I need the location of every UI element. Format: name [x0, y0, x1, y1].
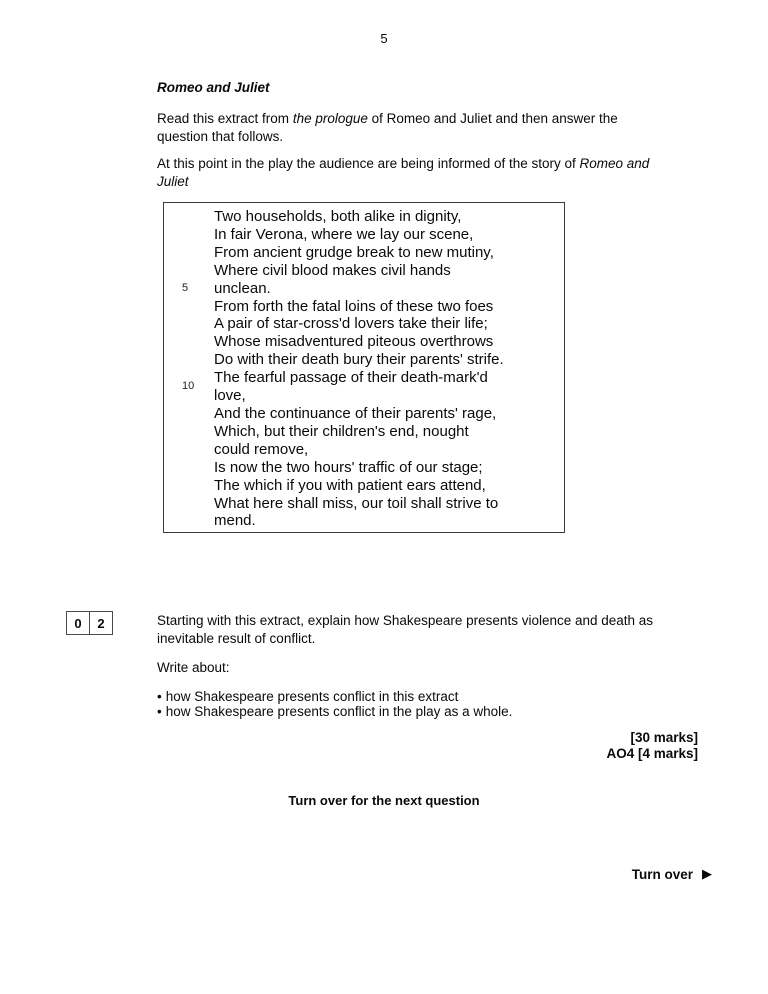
poem-line: Which, but their children's end, nought: [214, 422, 469, 440]
page-number: 5: [380, 31, 388, 46]
poem-line: 5 unclean.: [182, 279, 271, 297]
question-prompt-line-1: Starting with this extract, explain how Shakespeare presents violence and death as: [157, 613, 654, 628]
turn-over-label: Turn over: [631, 867, 693, 882]
poem-line: In fair Verona, where we lay our scene,: [214, 225, 474, 243]
line-number: 10: [182, 380, 195, 393]
turn-over-next-question-note: Turn over for the next question: [288, 793, 480, 808]
question-number-cell: 0: [66, 611, 90, 635]
ao-marks: AO4 [4 marks]: [606, 745, 698, 761]
section-title: Romeo and Juliet: [157, 80, 270, 95]
poem-line: Two households, both alike in dignity,: [214, 208, 462, 225]
intro-paragraph-2-line-1: At this point in the play the audience are being informed of the story of Romeo and: [157, 156, 650, 171]
intro-paragraph-1: [157, 110, 618, 146]
bullet-icon: •: [157, 689, 162, 704]
write-about-label: Write about:: [157, 660, 230, 675]
question-prompt-line-2: inevitable result of conflict.: [157, 631, 316, 646]
poem-line: Do with their death bury their parents' strife.: [214, 351, 504, 369]
turn-over-footer: [632, 867, 712, 882]
line-number: 5: [182, 281, 189, 294]
intro-paragraph-2-line-2: Juliet: [157, 174, 189, 189]
poem-line: 10 love,: [182, 380, 246, 405]
question-number-box: [66, 611, 113, 635]
poem-line: What here shall miss, our toil shall strive to: [214, 494, 499, 512]
bullet-icon: •: [157, 704, 162, 719]
poem-line: Where civil blood makes civil hands: [214, 261, 451, 279]
poem-line: The fearful passage of their death-mark'd: [214, 369, 488, 387]
question-number-cell: 2: [89, 611, 113, 635]
poem-line: The which if you with patient ears attend,: [214, 476, 486, 494]
intro-paragraph-2: [157, 155, 649, 191]
question-bullet-list: [157, 689, 512, 719]
poem-line: From ancient grudge break to new mutiny,: [214, 243, 494, 261]
bullet-item: • how Shakespeare presents conflict in the play as a whole.: [157, 704, 513, 719]
poem-line: And the continuance of their parents' rage,: [214, 404, 497, 422]
poem-extract-box: [163, 202, 565, 533]
intro-paragraph-1-line-1: Read this extract from the prologue of Romeo and Juliet and then answer the: [157, 111, 618, 126]
poem-line: A pair of star-cross'd lovers take their life;: [214, 315, 488, 333]
poem-line: Whose misadventured piteous overthrows: [214, 333, 494, 351]
question-prompt: [157, 612, 697, 648]
bullet-item: • how Shakespeare presents conflict in this extract: [157, 689, 459, 704]
poem-line: mend.: [214, 512, 256, 530]
poem-line: Is now the two hours' traffic of our stage;: [214, 458, 483, 476]
poem-line: could remove,: [214, 440, 309, 458]
marks-block: [606, 730, 698, 761]
turn-over-arrow-icon: ▶: [702, 867, 712, 882]
total-marks: [30 marks]: [630, 730, 698, 745]
intro-paragraph-1-line-2: question that follows.: [157, 129, 284, 144]
poem-line: From forth the fatal loins of these two foes: [214, 297, 494, 315]
